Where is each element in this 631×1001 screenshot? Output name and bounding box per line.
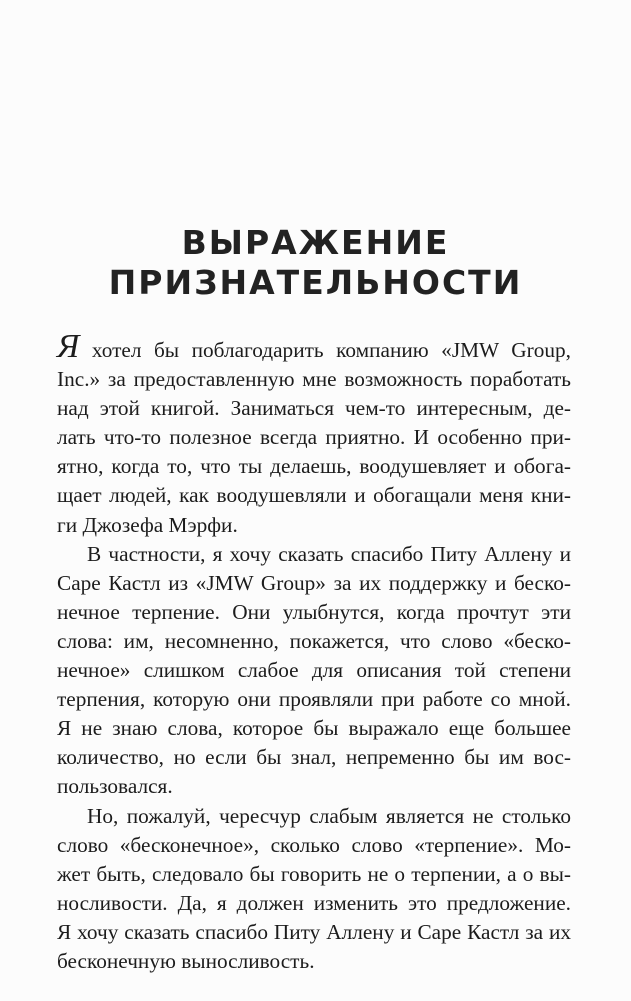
text-line: количество, но если бы знал, непременно бы им вос- xyxy=(57,745,571,770)
text-line: ятно, когда то, что ты делаешь, воодушевляет и обога- xyxy=(57,454,571,479)
text-line: Саре Кастл из «JMW Group» за их поддержку и беско- xyxy=(57,570,571,595)
text-line: носливости. Да, я должен изменить это предложение. xyxy=(57,890,571,915)
text-line: щает людей, как воодушевляли и обогащали меня кни- xyxy=(57,483,571,508)
text-line: жет быть, следовало бы говорить не о терпении, а о вы- xyxy=(57,861,571,886)
text-line: терпения, которую они проявляли при работе со мной. xyxy=(57,687,571,712)
paragraph-1 xyxy=(57,328,571,540)
page-title xyxy=(0,223,631,303)
text-line: Я хотел бы поблагодарить компанию «JMW Group, xyxy=(57,328,571,365)
text-line: Я не знаю слова, которое бы выражало еще большее xyxy=(57,716,571,741)
text-line: нечное терпение. Они улыбнутся, когда прочтут эти xyxy=(57,599,571,624)
text-line: Но, пожалуй, чересчур слабым является не столько xyxy=(87,803,571,828)
paragraph-3 xyxy=(57,802,571,977)
text-line: пользовался. xyxy=(57,774,173,799)
drop-cap: Я xyxy=(57,328,80,365)
text-line: слово «бесконечное», сколько слово «терпение». Мо- xyxy=(57,832,571,857)
body-text xyxy=(57,328,571,976)
text-line: Я хочу сказать спасибо Питу Аллену и Саре Кастл за их xyxy=(57,919,571,944)
title-line-2: ПРИЗНАТЕЛЬНОСТИ xyxy=(108,263,523,302)
text-line: слова: им, несомненно, покажется, что слово «беско- xyxy=(57,628,571,653)
paragraph-2 xyxy=(57,540,571,802)
text-line: Inc.» за предоставленную мне возможность поработать xyxy=(57,367,571,392)
text-line: нечное» слишком слабое для описания той степени xyxy=(57,658,571,683)
text-line: бесконечную выносливость. xyxy=(57,948,315,973)
text-line: ги Джозефа Мэрфи. xyxy=(57,512,238,537)
title-line-1: ВЫРАЖЕНИЕ xyxy=(181,223,450,262)
text-line: лать что-то полезное всегда приятно. И особенно при- xyxy=(57,425,571,450)
text-line: В частности, я хочу сказать спасибо Питу Аллену и xyxy=(87,541,571,566)
text-line: над этой книгой. Заниматься чем-то интересным, де- xyxy=(57,396,571,421)
